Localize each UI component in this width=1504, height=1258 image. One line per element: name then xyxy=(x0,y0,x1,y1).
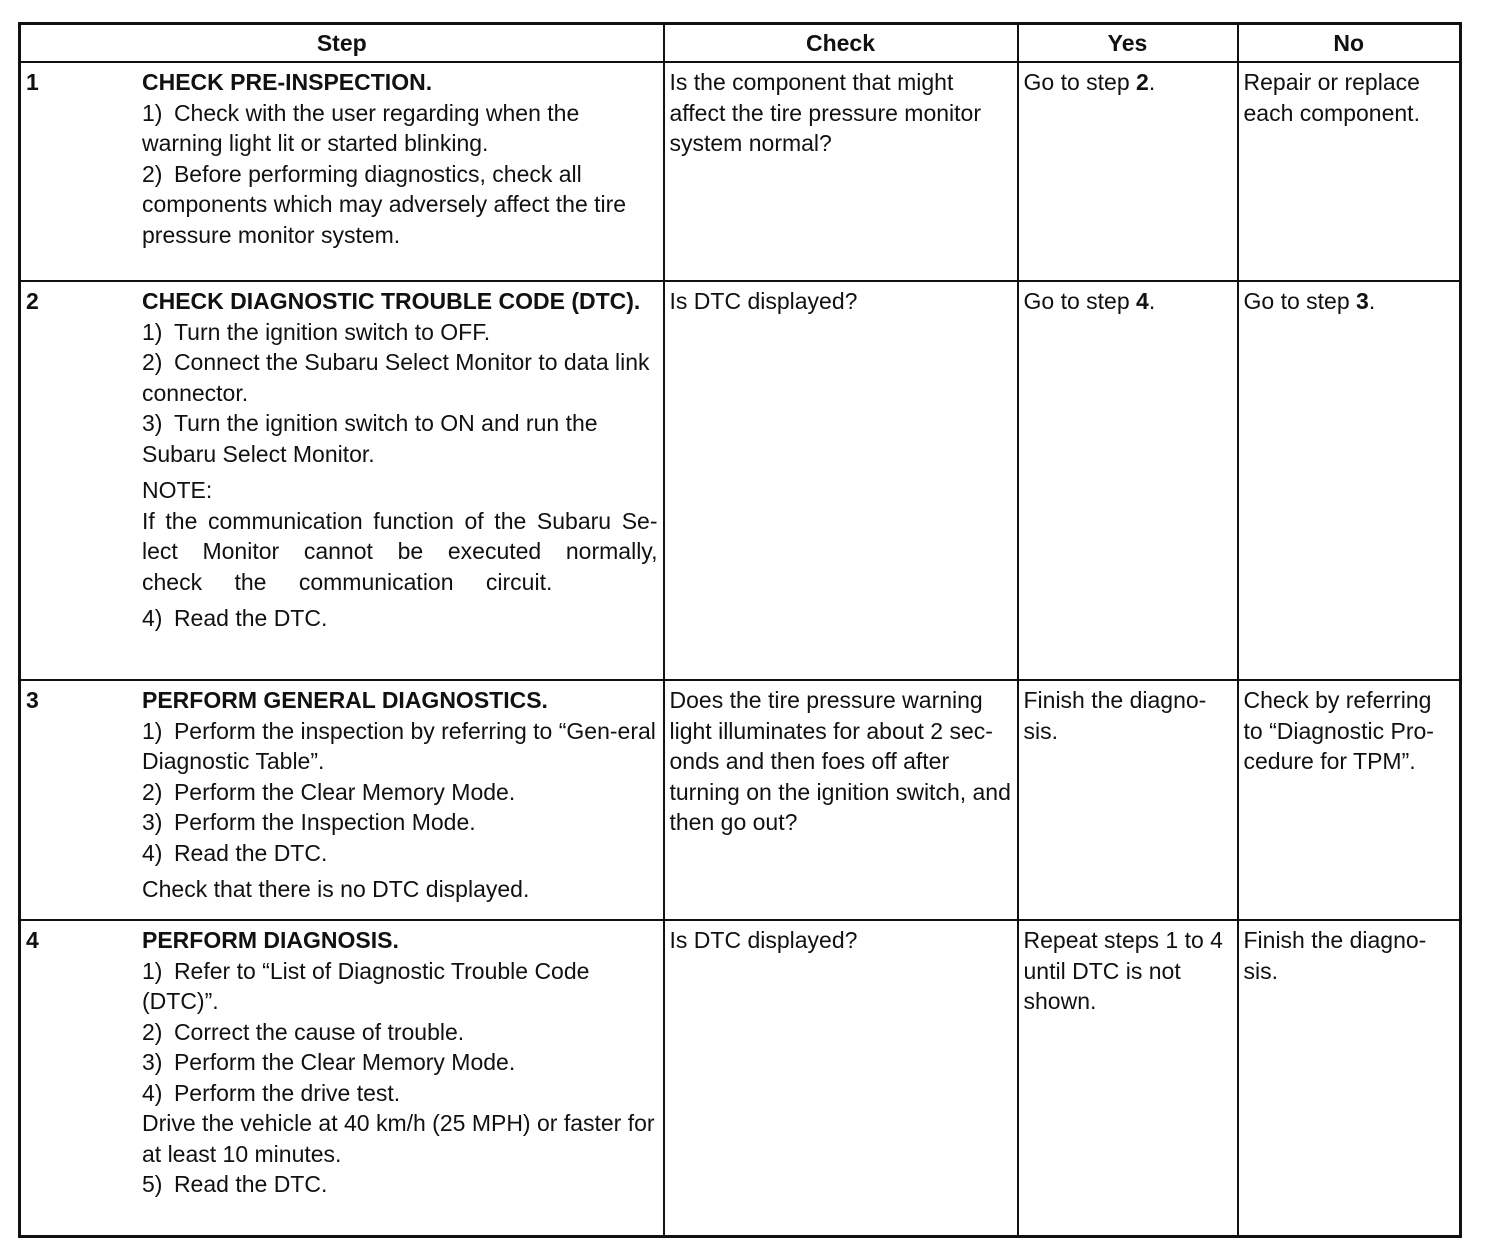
note-text: If the communication function of the Subaru Se- xyxy=(142,507,658,534)
header-yes: Yes xyxy=(1018,24,1238,63)
step-item: 3) Perform the Inspection Mode. xyxy=(142,809,476,835)
step-title: PERFORM GENERAL DIAGNOSTICS. xyxy=(142,687,548,713)
note-text: check the communication circuit. xyxy=(142,568,553,595)
step-item: 1) Check with the user regarding when the warning light lit or started blinking. xyxy=(142,99,580,156)
step-number: 3 xyxy=(26,687,39,713)
yes-suffix: . xyxy=(1148,69,1156,95)
yes-text: Go to step xyxy=(1023,288,1137,314)
step-number: 1 xyxy=(26,69,39,95)
note-label: NOTE: xyxy=(142,477,213,503)
step-title: CHECK DIAGNOSTIC TROUBLE CODE (DTC). xyxy=(142,288,641,314)
step-item: 4) Read the DTC. xyxy=(142,605,328,631)
yes-cell: Finish the diagno-sis. xyxy=(1018,680,1238,920)
yes-cell xyxy=(1018,281,1238,680)
no-cell: Finish the diagno-sis. xyxy=(1238,920,1461,1236)
step-followup: Check that there is no DTC displayed. xyxy=(142,876,530,902)
no-cell: Repair or replace each component. xyxy=(1238,62,1461,281)
step-cell xyxy=(20,920,664,1236)
header-check: Check xyxy=(664,24,1018,63)
check-cell: Does the tire pressure warning light illuminates for about 2 sec-onds and then foes off after turning on the ignition switch, and then go out? xyxy=(664,680,1018,920)
step-title: CHECK PRE-INSPECTION. xyxy=(142,69,433,95)
step-item: 4) Perform the drive test. xyxy=(142,1079,401,1106)
no-text: Go to step xyxy=(1243,288,1357,314)
step-followup: Drive the vehicle at 40 km/h (25 MPH) or faster for at least 10 minutes. xyxy=(142,1110,655,1167)
step-item: 2) Perform the Clear Memory Mode. xyxy=(142,778,516,805)
check-cell: Is the component that might affect the tire pressure monitor system normal? xyxy=(664,62,1018,281)
diagnostic-table xyxy=(18,22,1462,1238)
table-row xyxy=(20,680,1461,920)
no-suffix: . xyxy=(1368,288,1376,314)
step-cell xyxy=(20,680,664,920)
step-item: 1) Perform the inspection by referring to “Gen-eral Diagnostic Table”. xyxy=(142,717,656,774)
step-item: 2) Before performing diagnostics, check all components which may adversely affect the tire pressure monitor system. xyxy=(142,160,627,248)
step-item: 3) Perform the Clear Memory Mode. xyxy=(142,1049,516,1075)
check-cell: Is DTC displayed? xyxy=(664,920,1018,1236)
table-row xyxy=(20,281,1461,680)
check-cell: Is DTC displayed? xyxy=(664,281,1018,680)
header-no: No xyxy=(1238,24,1461,63)
yes-cell: Repeat steps 1 to 4 until DTC is not shown. xyxy=(1018,920,1238,1236)
step-item: 4) Read the DTC. xyxy=(142,839,328,866)
header-step: Step xyxy=(20,24,664,63)
table-row xyxy=(20,920,1461,1236)
step-cell xyxy=(20,281,664,680)
no-cell xyxy=(1238,281,1461,680)
step-title: PERFORM DIAGNOSIS. xyxy=(142,927,399,953)
yes-text: Go to step xyxy=(1023,69,1137,95)
header-row xyxy=(20,24,1461,63)
step-reference: 4 xyxy=(1136,288,1149,314)
step-item: 2) Connect the Subaru Select Monitor to data link connector. xyxy=(142,349,650,406)
step-number: 2 xyxy=(26,288,39,314)
step-item: 1) Turn the ignition switch to OFF. xyxy=(142,318,491,345)
yes-suffix: . xyxy=(1148,288,1156,314)
step-reference: 3 xyxy=(1356,288,1369,314)
step-reference: 2 xyxy=(1136,69,1149,95)
step-cell xyxy=(20,62,664,281)
table-row xyxy=(20,62,1461,281)
step-item: 3) Turn the ignition switch to ON and run the Subaru Select Monitor. xyxy=(142,410,598,467)
note-text: lect Monitor cannot be executed normally, xyxy=(142,538,658,564)
step-item: 2) Correct the cause of trouble. xyxy=(142,1018,465,1045)
step-item: 1) Refer to “List of Diagnostic Trouble Code (DTC)”. xyxy=(142,957,590,1014)
step-item: 5) Read the DTC. xyxy=(142,1171,328,1197)
step-number: 4 xyxy=(26,927,39,953)
no-cell: Check by referring to “Diagnostic Pro-cedure for TPM”. xyxy=(1238,680,1461,920)
yes-cell xyxy=(1018,62,1238,281)
